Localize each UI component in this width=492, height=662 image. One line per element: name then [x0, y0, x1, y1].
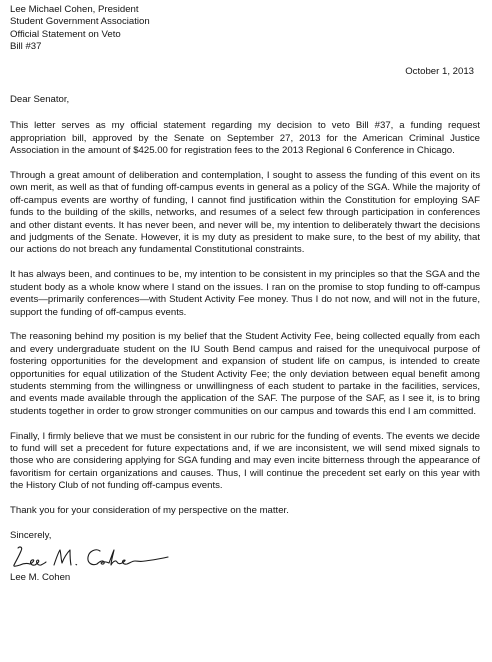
signer-name: Lee M. Cohen — [10, 572, 71, 584]
paragraph-1: This letter serves as my official statement regarding my decision to veto Bill #37, a funding request appropriation bill, approved by the Senate on September 27, 2013 for the American Criminal Justice Association in the amount of $425.00 for registration fees to the 2013 Regional 6 Conference in Chicago. — [10, 120, 480, 157]
header-bill-number: Bill #37 — [10, 41, 42, 53]
paragraph-4: The reasoning behind my position is my belief that the Student Activity Fee, being collected equally from each and every undergraduate student on the IU South Bend campus and raised for the unequivocal purpose of fostering opportunities for the development and expansion of student life on campus, is intended to create opportunities for equal utilization of the Student Activity Fee; the only deviation between equal benefit among students stemming from the willingness or unwillingness of each student to partake in the facilities, services, and events made available through the application of the SAF. The purpose of the SAF, as I see it, is to bring students together in order to grow stronger communities on our campus and towards this end I am committed. — [10, 331, 480, 417]
sign-off: Sincerely, — [10, 529, 52, 541]
header-document-type: Official Statement on Veto — [10, 28, 121, 40]
paragraph-5: Finally, I firmly believe that we must be consistent in our rubric for the funding of events. The events we decide to fund will set a precedent for future expectations and, if we are inconsistent, we will send mixed signals to those who are considering applying for SGA funding and may even incite bitterness through the appearance of favoritism for certain organizations and causes. Thus, I will continue the precedent set early on this year with the History Club of not funding off-campus events. — [10, 430, 480, 492]
paragraph-3: It has always been, and continues to be, my intention to be consistent in my principles so that the SGA and the student body as a whole know where I stand on the issues. I ran on the promise to stop funding to off-campus events—primarily conferences—with Student Activity Fee money. Thus I do not now, and will not in the future, support the funding of off-campus events. — [10, 269, 480, 318]
letter-header — [10, 4, 480, 54]
letter-date: October 1, 2013 — [405, 65, 474, 77]
header-author: Lee Michael Cohen, President — [10, 4, 139, 15]
header-organization: Student Government Association — [10, 16, 150, 28]
handwritten-signature — [10, 544, 180, 570]
paragraph-2: Through a great amount of deliberation and contemplation, I sought to assess the funding of this event on its own merit, as well as that of funding off-campus events in general as a policy of the SGA. While the majority of off-campus events are worthy of funding, I cannot find justification within the Constitution for employing SAF funds to the building of the skills, networks, and resumes of a select few through participation in conferences and other distant events. It has never been, and never will be, my intention to deliberately thwart the decisions and judgments of the Senate. However, it is my duty as president to make sure, to the best of my ability, that our actions do not breach any fundamental Constitutional constraints. — [10, 170, 480, 256]
closing-line: Thank you for your consideration of my perspective on the matter. — [10, 504, 289, 516]
salutation: Dear Senator, — [10, 94, 70, 106]
